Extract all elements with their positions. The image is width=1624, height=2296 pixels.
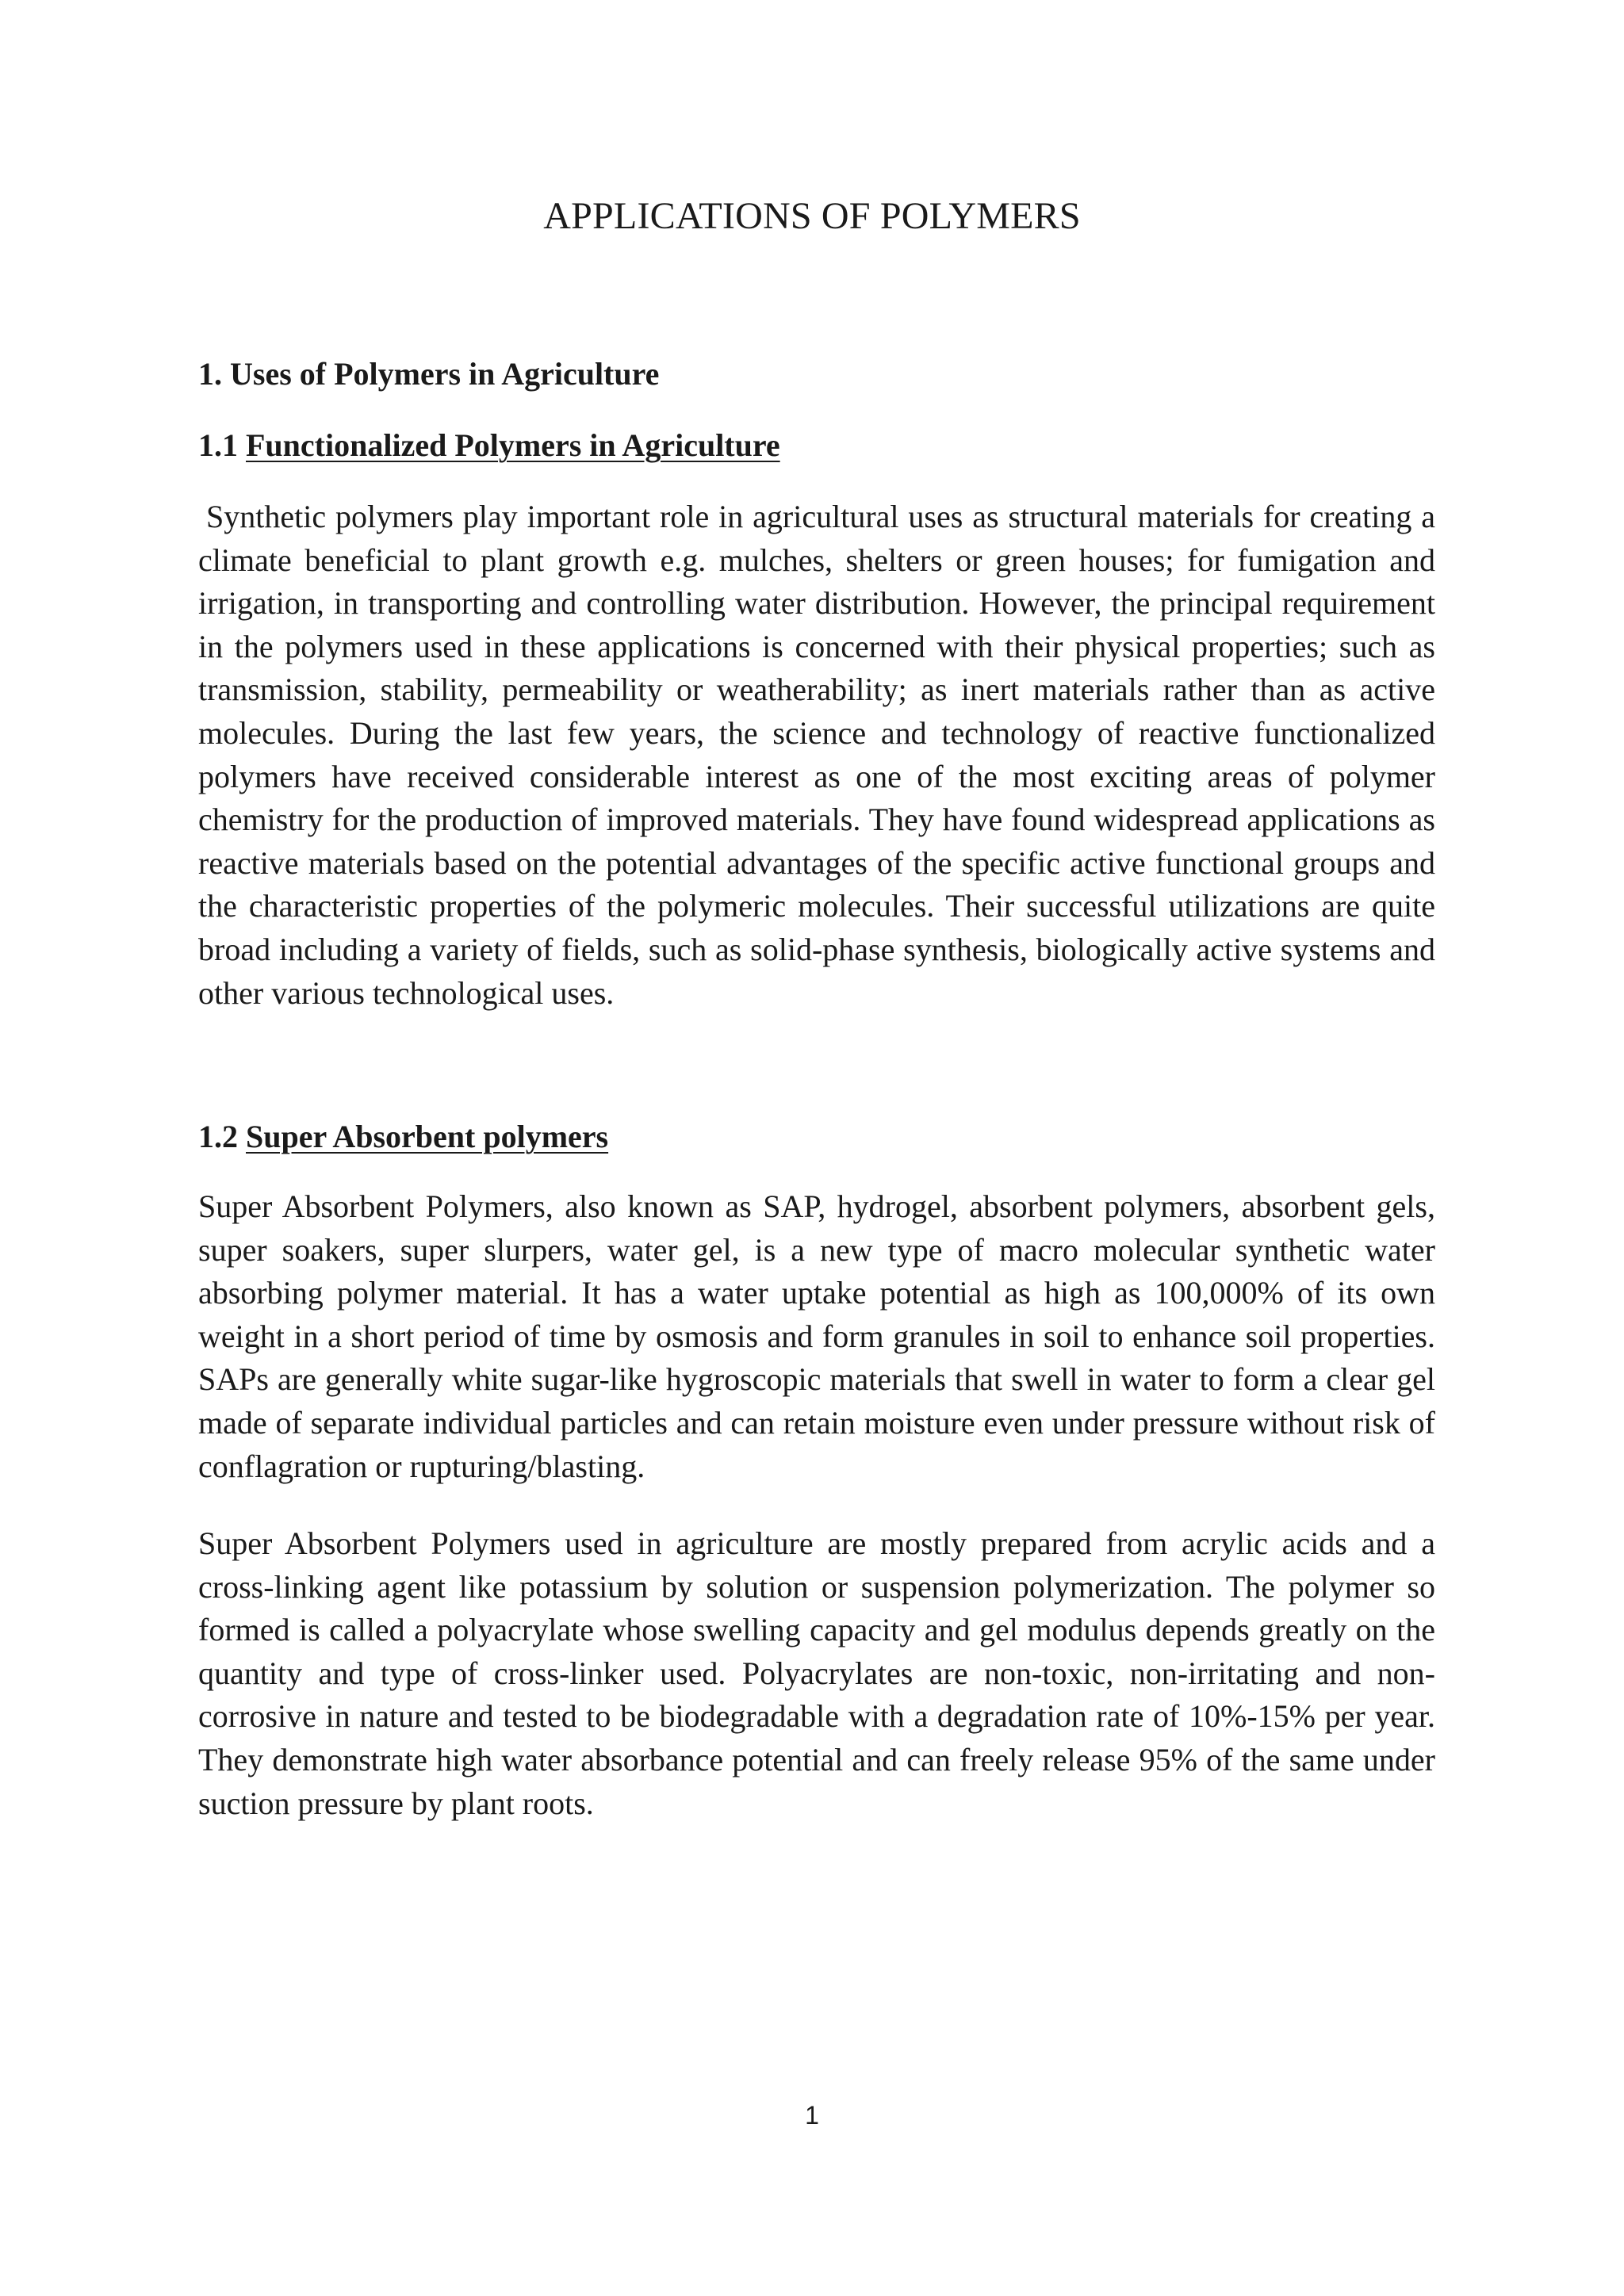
page-number: 1 [805,2101,819,2130]
section-1-1-title: Functionalized Polymers in Agriculture [246,427,780,463]
section-1-1-paragraph: Synthetic polymers play important role in agricultural uses as structural materials for creating a climate beneficial to plant growth e.g. mulches, shelters or green houses; for fumigation and irrigation, in transporting and controlling water distribution. However, the principal requirement in the polymers used in these applications is concerned with their physical properties; such as transmission, stability, permeability or weatherability; as inert materials rather than as active molecules. During the last few years, the science and technology of reactive functionalized polymers have received considerable interest as one of the most exciting areas of polymer chemistry for the production of improved materials. They have found widespread applications as reactive materials based on the potential advantages of the specific active functional groups and the characteristic properties of the polymeric molecules. Their successful utilizations are quite broad including a variety of fields, such as solid-phase synthesis, biologically active systems and other various technological uses. [198,499,1435,1011]
section-1-heading: 1. Uses of Polymers in Agriculture [198,356,660,392]
section-1-1-heading [198,427,780,464]
section-1-1-number: 1.1 [198,427,238,463]
section-1-2-paragraph-2: Super Absorbent Polymers used in agriculture are mostly prepared from acrylic acids and a cross-linking agent like potassium by solution or suspension polymerization. The polymer so formed is called a polyacrylate whose swelling capacity and gel modulus depends greatly on the quantity and type of cross-linker used. Polyacrylates are non-toxic, non-irritating and non-corrosive in nature and tested to be biodegradable with a degradation rate of 10%-15% per year. They demonstrate high water absorbance potential and can freely release 95% of the same under suction pressure by plant roots. [198,1525,1435,1821]
section-1-2-title: Super Absorbent polymers [246,1119,609,1154]
section-1-2-number: 1.2 [198,1119,238,1154]
section-1-2-heading [198,1118,608,1155]
section-1-2-paragraph-1: Super Absorbent Polymers, also known as SAP, hydrogel, absorbent polymers, absorbent gels, super soakers, super slurpers, water gel, is a new type of macro molecular synthetic water absorbing polymer material. It has a water uptake potential as high as 100,000% of its own weight in a short period of time by osmosis and form granules in soil to enhance soil properties. SAPs are generally white sugar-like hygroscopic materials that swell in water to form a clear gel made of separate individual particles and can retain moisture even under pressure without risk of conflagration or rupturing/blasting. [198,1188,1435,1484]
document-title: APPLICATIONS OF POLYMERS [543,195,1081,237]
